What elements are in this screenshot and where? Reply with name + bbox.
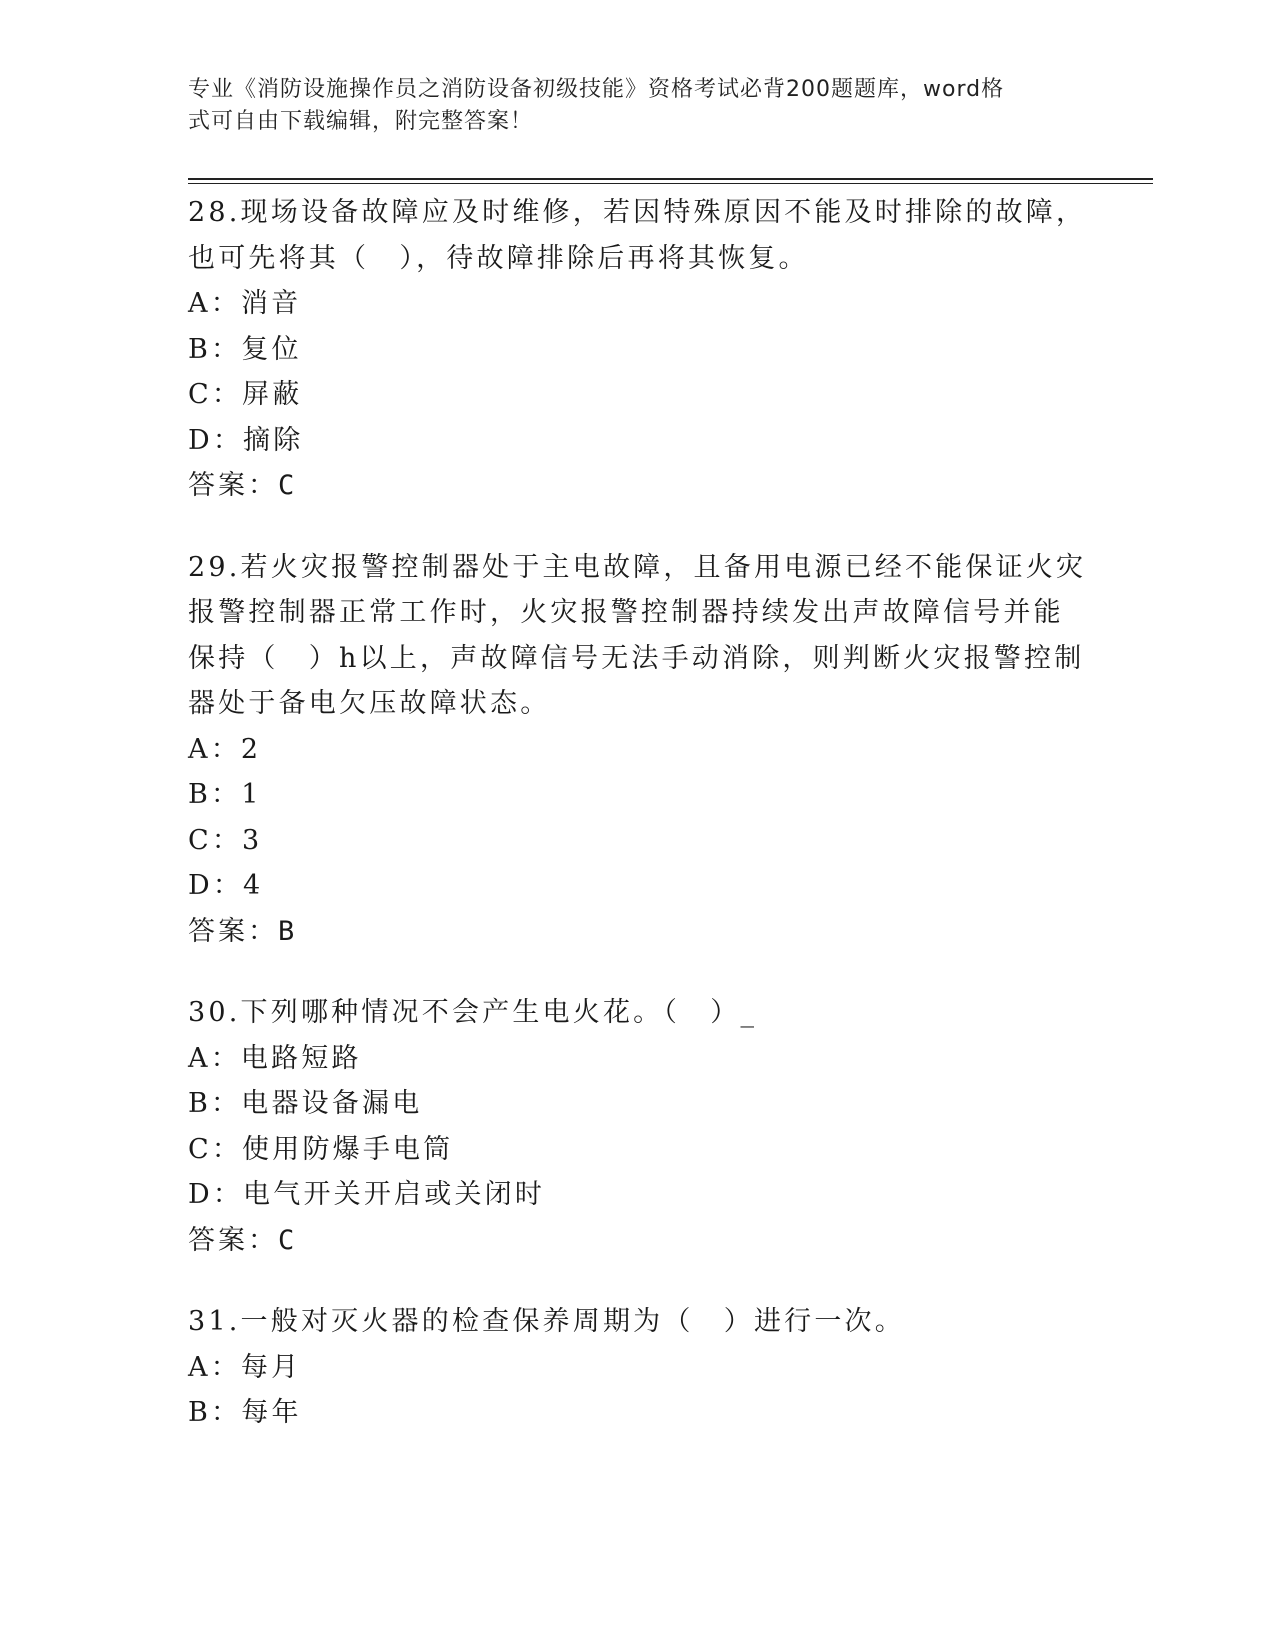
header-line-2: 式可自由下载编辑，附完整答案！: [188, 109, 534, 134]
answer-line: [188, 463, 1088, 509]
question-list: [188, 190, 1088, 1472]
document-header: [188, 74, 1068, 138]
question-stem: 28.现场设备故障应及时维修，若因特殊原因不能及时排除的故障，也可先将其（ ），待故障排除后再将其恢复。: [188, 197, 1087, 274]
option-d: D：摘除: [188, 424, 304, 456]
option-b: B：1: [188, 779, 262, 810]
option-d: D：电气开关开启或关闭时: [188, 1179, 546, 1210]
option-d: D：4: [188, 870, 264, 901]
answer-value: C: [278, 1224, 296, 1256]
option-b: B：电器设备漏电: [188, 1088, 423, 1119]
header-divider-thick: [188, 178, 1153, 180]
question-28: [188, 190, 1088, 509]
answer-label: 答案：: [188, 1224, 278, 1256]
question-stem: 31.一般对灭火器的检查保养周期为（ ）进行一次。: [188, 1306, 905, 1337]
answer-line: [188, 1218, 1088, 1264]
answer-line: [188, 909, 1088, 955]
answer-label: 答案：: [188, 470, 278, 501]
header-divider-thin: [188, 183, 1153, 184]
question-stem: 29.若火灾报警控制器处于主电故障，且备用电源已经不能保证火灾报警控制器正常工作时，火灾报警控制器持续发出声故障信号并能保持（ ）h以上，声故障信号无法手动消除，则判断火灾报警控制器处于备电欠压故障状态。: [188, 551, 1087, 719]
option-a: A：每月: [188, 1351, 302, 1383]
option-a: A：消音: [188, 288, 302, 319]
question-29: [188, 545, 1088, 955]
option-b: B：复位: [188, 333, 302, 365]
header-line-1: 专业《消防设施操作员之消防设备初级技能》资格考试必背200题题库，word格: [188, 77, 1005, 102]
answer-value: C: [278, 470, 296, 501]
option-a: A：电路短路: [188, 1042, 362, 1074]
option-c: C：3: [188, 824, 263, 856]
answer-value: B: [278, 915, 296, 947]
option-c: C：屏蔽: [188, 379, 303, 410]
option-c: C：使用防爆手电筒: [188, 1133, 454, 1165]
answer-label: 答案：: [188, 915, 278, 947]
option-a: A：2: [188, 733, 262, 765]
option-b: B：每年: [188, 1397, 302, 1428]
question-31: [188, 1299, 1088, 1436]
question-30: [188, 990, 1088, 1263]
question-stem: 30.下列哪种情况不会产生电火花。（ ）_: [188, 997, 758, 1028]
